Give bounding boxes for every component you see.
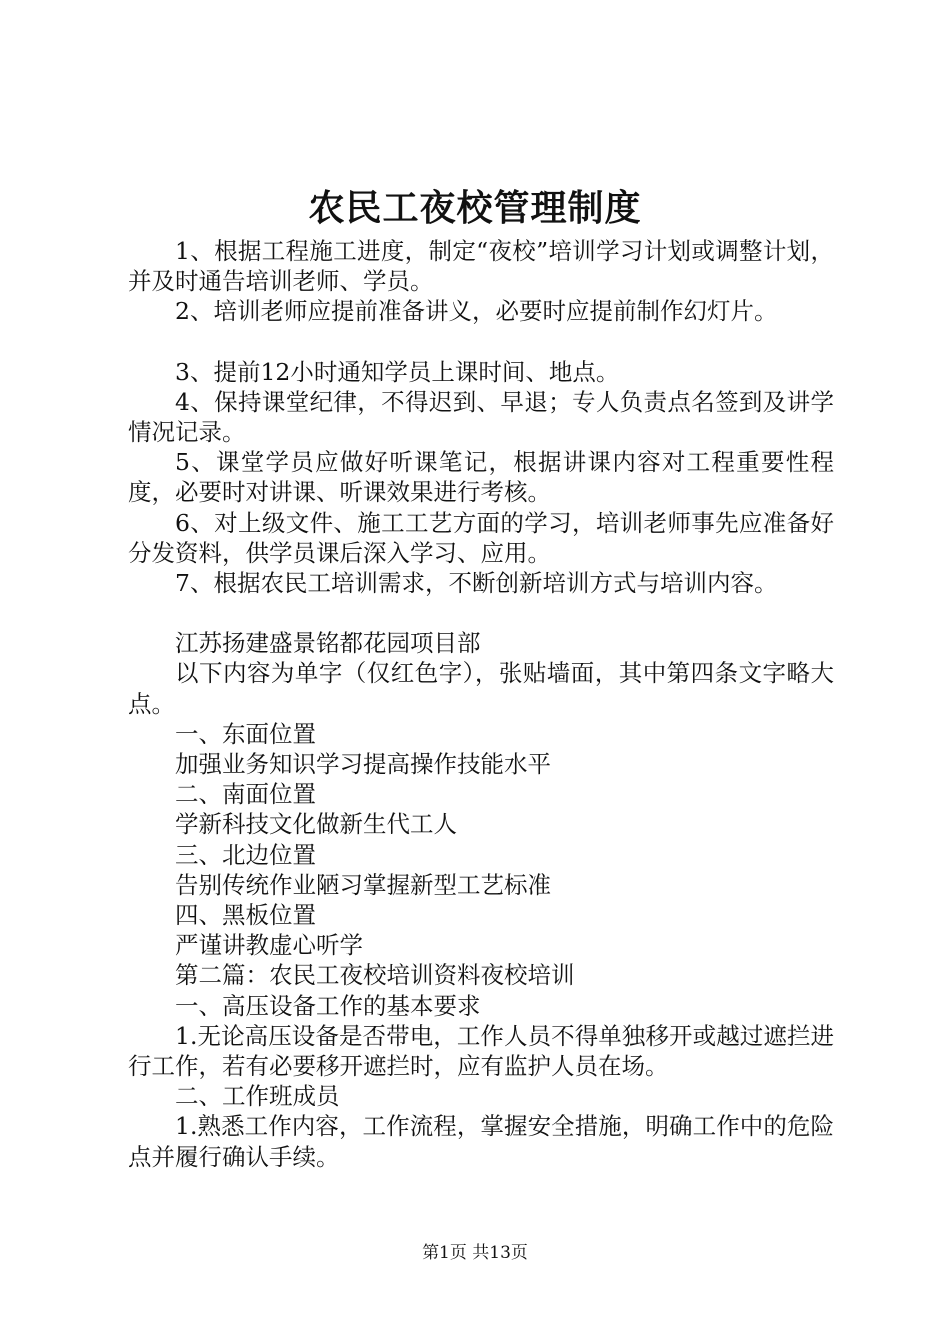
document-title: 农民工夜校管理制度: [308, 187, 642, 229]
page-indicator: 第1页 共13页: [422, 1243, 528, 1263]
paragraph-3: 3、提前12小时通知学员上课时间、地点。: [175, 357, 620, 386]
south-slogan: 学新科技文化做新生代工人: [175, 810, 457, 839]
project-department: 江苏扬建盛景铭都花园项目部: [175, 629, 481, 658]
paragraph-1: 1、根据工程施工进度，制定“夜校”培训学习计划或调整计划，并及时通告培训老师、学员。: [128, 237, 834, 296]
north-slogan: 告别传统作业陋习掌握新型工艺标准: [175, 870, 551, 899]
paragraph-6: 6、对上级文件、施工工艺方面的学习，培训老师事先应准备好分发资料，供学员课后深入学习、应用。: [128, 508, 834, 567]
document-body: [128, 236, 834, 1172]
blank-line: [128, 327, 834, 357]
poster-note: 以下内容为单字（仅红色字），张贴墙面，其中第四条文字略大点。: [128, 659, 834, 718]
paragraph-2: 2、培训老师应提前准备讲义，必要时应提前制作幻灯片。: [175, 297, 778, 326]
blackboard-heading: 四、黑板位置: [175, 901, 316, 930]
paragraph-4: 4、保持课堂纪律，不得迟到、早退；专人负责点名签到及讲学情况记录。: [128, 387, 834, 447]
section-item-2: 1.熟悉工作内容，工作流程，掌握安全措施，明确工作中的危险点并履行确认手续。: [128, 1112, 834, 1171]
paragraph-7: 7、根据农民工培训需求，不断创新培训方式与培训内容。: [175, 569, 778, 598]
south-heading: 二、南面位置: [175, 780, 316, 809]
section-heading-1: 一、高压设备工作的基本要求: [175, 991, 481, 1020]
paragraph-5: 5、课堂学员应做好听课笔记，根据讲课内容对工程重要性程度，必要时对讲课、听课效果进行考核。: [128, 448, 834, 507]
blank-line: [128, 598, 834, 628]
section-item-1: 1.无论高压设备是否带电，工作人员不得单独移开或越过遮拦进行工作，若有必要移开遮拦时，应有监护人员在场。: [128, 1021, 834, 1081]
part-two-heading: 第二篇：农民工夜校培训资料夜校培训: [175, 961, 575, 990]
blackboard-slogan: 严谨讲教虚心听学: [175, 931, 363, 960]
east-heading: 一、东面位置: [175, 719, 316, 748]
section-heading-2: 二、工作班成员: [175, 1082, 340, 1111]
north-heading: 三、北边位置: [175, 840, 316, 869]
east-slogan: 加强业务知识学习提高操作技能水平: [175, 750, 551, 779]
